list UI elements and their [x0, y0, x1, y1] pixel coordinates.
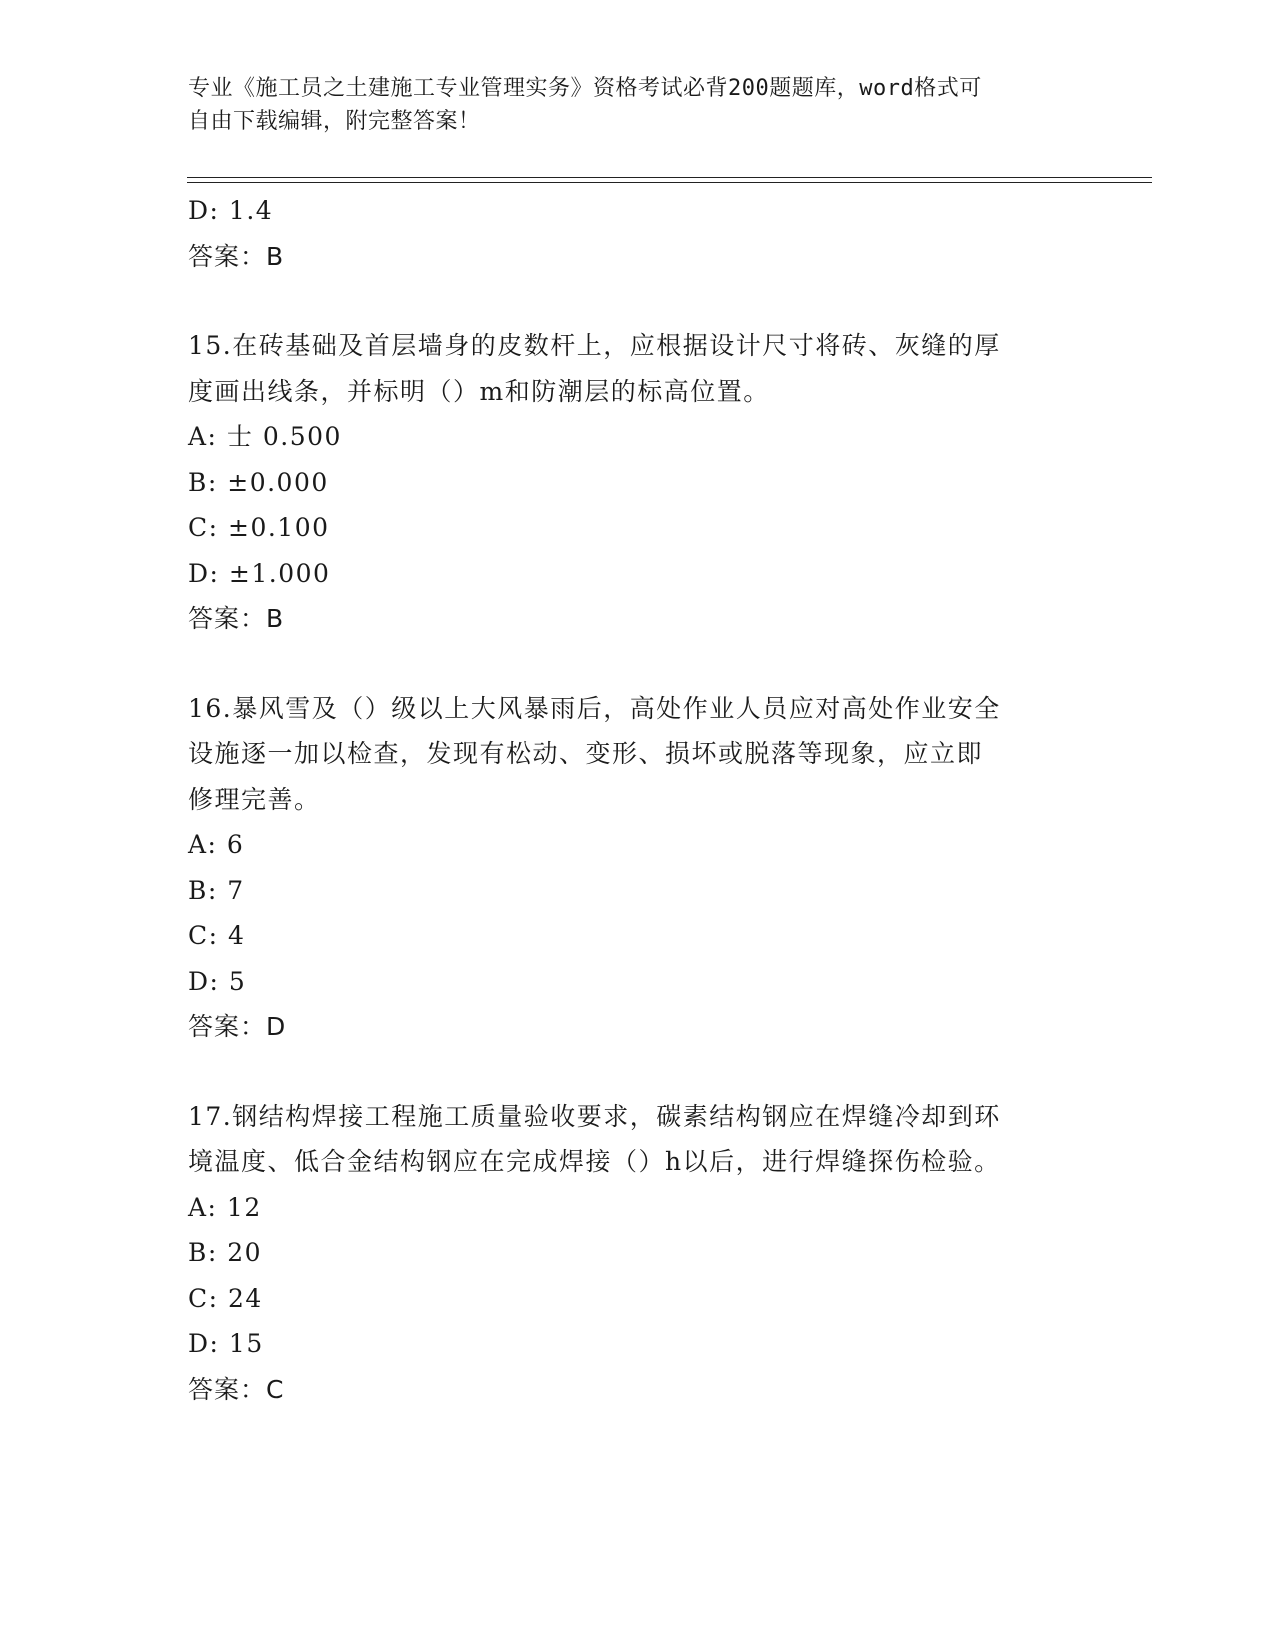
previous-question-tail — [188, 188, 1088, 279]
answer: 答案：B — [188, 604, 285, 633]
question-text-line: 度画出线条，并标明（）m和防潮层的标高位置。 — [188, 376, 770, 406]
question-text-line: 境温度、低合金结构钢应在完成焊接（）h以后，进行焊缝探伤检验。 — [188, 1147, 1001, 1176]
header-title-line-1: 专业《施工员之土建施工专业管理实务》资格考试必背200题题库，word格式可 — [188, 76, 982, 101]
answer: 答案：C — [188, 1374, 285, 1404]
option-a: A: 6 — [188, 830, 245, 859]
question-text-line: 修理完善。 — [188, 784, 321, 814]
option-b: B: ±0.000 — [188, 467, 329, 497]
header-divider-bottom — [187, 182, 1152, 183]
question-text-line: 15.在砖基础及首层墙身的皮数杆上，应根据设计尺寸将砖、灰缝的厚 — [188, 331, 1001, 360]
question-15 — [188, 323, 1088, 642]
question-text-line: 设施逐一加以检查，发现有松动、变形、损坏或脱落等现象，应立即 — [188, 739, 984, 768]
option-a: A: 12 — [188, 1192, 262, 1222]
option-c: C: 24 — [188, 1283, 263, 1313]
header-title-line-2: 自由下载编辑，附完整答案！ — [188, 109, 481, 134]
answer: 答案：D — [188, 1012, 287, 1041]
document-body — [188, 188, 1088, 1412]
header-divider-top — [187, 177, 1152, 178]
question-text-line: 17.钢结构焊接工程施工质量验收要求，碳素结构钢应在焊缝冷却到环 — [188, 1101, 1001, 1131]
question-16 — [188, 686, 1088, 1050]
question-17 — [188, 1094, 1088, 1413]
option-c: C: 4 — [188, 921, 246, 950]
option-a: A: 士 0.500 — [188, 422, 342, 451]
option-c: C: ±0.100 — [188, 513, 330, 542]
answer: 答案：B — [188, 241, 285, 271]
option-d: D: 15 — [188, 1329, 264, 1358]
option-b: B: 20 — [188, 1238, 263, 1267]
option-d: D: 5 — [188, 966, 247, 996]
option-b: B: 7 — [188, 875, 245, 905]
option-d: D: ±1.000 — [188, 558, 331, 588]
question-text-line: 16.暴风雪及（）级以上大风暴雨后，高处作业人员应对高处作业安全 — [188, 693, 1001, 723]
document-header — [188, 72, 1068, 138]
option-d: D: 1.4 — [188, 196, 274, 225]
